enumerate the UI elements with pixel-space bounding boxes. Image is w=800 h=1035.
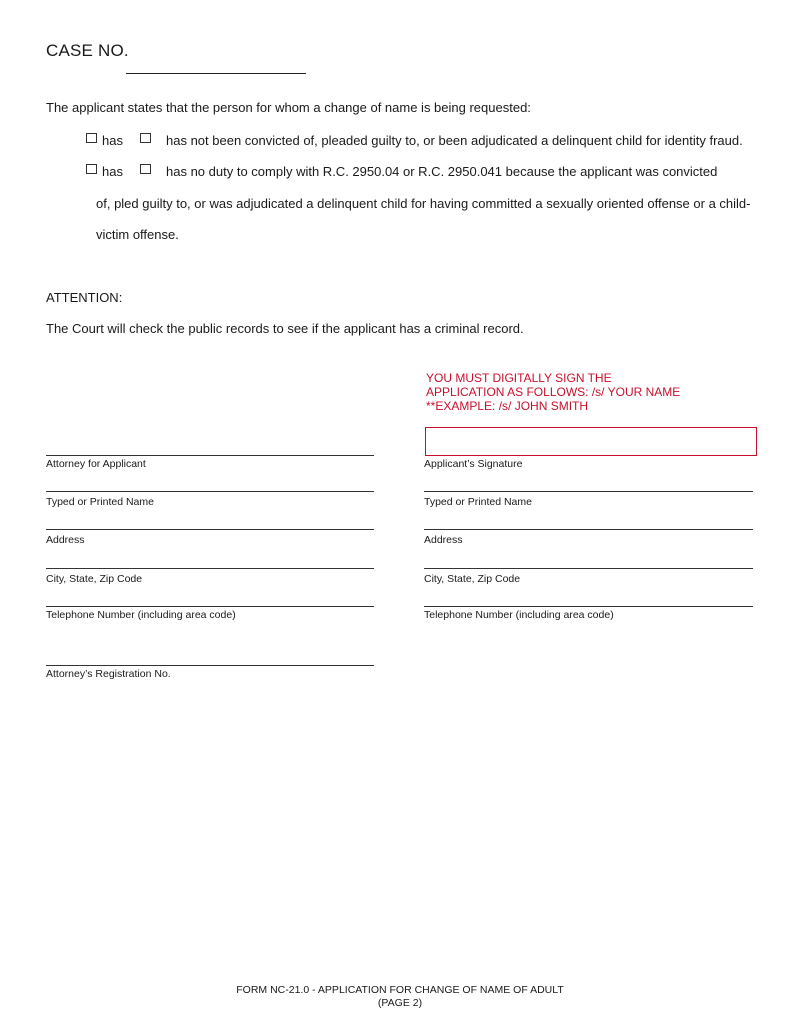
form-footer-title: FORM NC-21.0 - APPLICATION FOR CHANGE OF NAME OF ADULT: [236, 984, 564, 996]
sign-notice-line-3: **EXAMPLE: /s/ JOHN SMITH: [426, 399, 589, 413]
attorney-name-input[interactable]: [46, 476, 374, 492]
applicant-telephone-input[interactable]: [424, 591, 753, 607]
attorney-for-applicant-input[interactable]: [46, 440, 374, 456]
applicant-signature-input[interactable]: [425, 427, 757, 456]
sign-notice-line-2: APPLICATION AS FOLLOWS: /s/ YOUR NAME: [426, 385, 681, 399]
option-1-text: has not been convicted of, pleaded guilty to, or been adjudicated a delinquent child for identity fraud.: [166, 133, 743, 148]
attorney-registration-input[interactable]: [46, 650, 374, 666]
attorney-address-label: Address: [46, 534, 85, 546]
applicant-name-label: Typed or Printed Name: [424, 496, 532, 508]
attorney-registration-label: Attorney’s Registration No.: [46, 668, 171, 680]
option-2-has-label: has: [102, 164, 123, 179]
option-2-has-checkbox[interactable]: [86, 164, 97, 174]
attorney-telephone-input[interactable]: [46, 591, 374, 607]
option-2-continuation-1: of, pled guilty to, or was adjudicated a delinquent child for having committed a sexually oriented offense or a child-: [96, 196, 751, 211]
attorney-city-state-zip-input[interactable]: [46, 553, 374, 569]
form-footer-page: (PAGE 2): [377, 997, 423, 1009]
option-2-continuation-2: victim offense.: [96, 227, 179, 242]
case-number-input[interactable]: [126, 54, 306, 74]
attorney-city-state-zip-label: City, State, Zip Code: [46, 573, 143, 585]
attention-heading: ATTENTION:: [46, 290, 123, 305]
applicant-address-label: Address: [424, 534, 463, 546]
option-1-has-checkbox[interactable]: [86, 133, 97, 143]
attorney-telephone-label: Telephone Number (including area code): [46, 609, 236, 621]
applicant-address-input[interactable]: [424, 514, 753, 530]
attorney-address-input[interactable]: [46, 514, 374, 530]
applicant-name-input[interactable]: [424, 476, 753, 492]
applicant-telephone-label: Telephone Number (including area code): [424, 609, 614, 621]
option-2-text: has no duty to comply with R.C. 2950.04 or R.C. 2950.041 because the applicant was convicted: [166, 164, 718, 179]
option-2-has-no-checkbox[interactable]: [140, 164, 151, 174]
attorney-name-label: Typed or Printed Name: [46, 496, 154, 508]
applicant-city-state-zip-label: City, State, Zip Code: [424, 573, 521, 585]
option-1-has-not-checkbox[interactable]: [140, 133, 151, 143]
applicant-signature-label: Applicant’s Signature: [424, 458, 523, 470]
option-1-has-label: has: [102, 133, 123, 148]
attorney-for-applicant-label: Attorney for Applicant: [46, 458, 146, 470]
applicant-city-state-zip-input[interactable]: [424, 553, 753, 569]
sign-notice-line-1: YOU MUST DIGITALLY SIGN THE: [426, 371, 612, 385]
case-number-label: CASE NO.: [46, 41, 129, 60]
attention-text: The Court will check the public records to see if the applicant has a criminal record.: [46, 321, 524, 336]
intro-statement: The applicant states that the person for whom a change of name is being requested:: [46, 100, 531, 115]
